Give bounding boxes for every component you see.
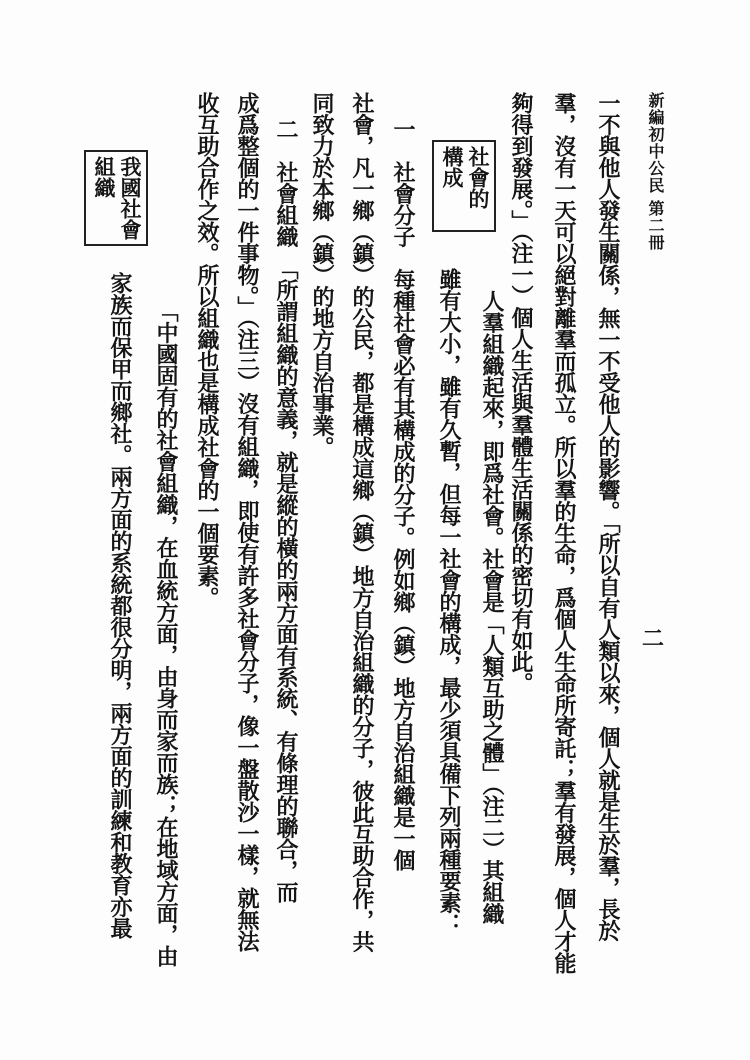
text-column-8: 同致力於本鄉（鎮）的地方自治事業。 [309,92,335,458]
book-title: 新編初中公民 [646,92,665,194]
text-column-11: 收互助合作之效。所以組織也是構成社會的一個要素。 [194,92,220,608]
text-column-2: 羣，沒有一天可以絕對離羣而孤立。所以羣的生命，爲個人生命所寄託；羣有發展，個人才能 [551,92,577,974]
text-column-6: 一 社會分子 每種社會必有其構成的分子。例如鄉（鎮）地方自治組織是一個 [390,118,416,871]
text-column-4: 人羣組織起來，即爲社會。社會是「人類互助之體」（注二）其組織 [479,290,505,924]
side-heading-chinese-social-organization: 我國社會組織 [84,150,148,246]
text-column-10: 成爲整個的一件事物。」（注三）沒有組織，即使有許多社會分子，像一盤散沙一樣，就無法 [234,92,260,952]
text-column-3: 夠得到發展。」（注一）個人生活與羣體生活關係的密切有如此。 [508,92,534,694]
text-column-1: 一不與他人發生關係，無一不受他人的影響。「所以自有人類以來，個人就是生於羣，長於 [595,92,621,941]
text-column-13: 家族而保甲而鄉社。兩方面的系統都很分明，兩方面的訓練和教育亦最 [107,272,133,939]
text-column-5: 雖有大小，雖有久暫，但每一社會的構成，最少須具備下列兩種要素： [436,268,462,935]
text-column-12: 「中國固有的社會組織，在血統方面，由身而家而族；在地域方面，由 [153,300,179,967]
volume-label: 第二冊 [646,200,665,251]
page-number: 二 [642,626,665,652]
text-column-7: 社會，凡一鄉（鎮）的公民，都是構成這鄉（鎮）地方自治組織的分子，彼此互助合作，共 [349,92,375,952]
text-column-9: 二 社會組織 「所謂組織的意義，就是縱的橫的兩方面有系統、有條理的聯合，而 [273,118,299,903]
side-heading-social-structure: 社會的構成 [432,140,496,232]
